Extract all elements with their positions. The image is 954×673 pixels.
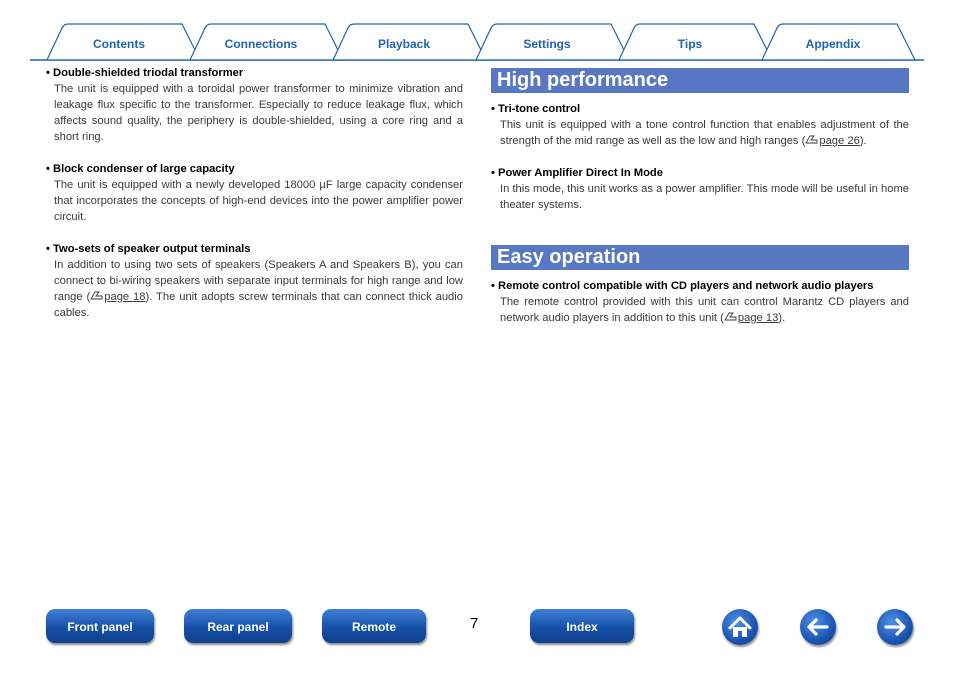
page-link[interactable]: page 26 <box>819 135 860 147</box>
index-button[interactable]: Index <box>530 609 634 643</box>
next-page-button[interactable] <box>877 609 913 645</box>
feature-speaker-terminals <box>46 241 463 321</box>
feature-body: The unit is equipped with a toroidal power transformer to minimize vibration and leakage flux specific to the transformer. Especially to reduce leakage flux, which affects sound quality, the periphery is double-shielded, using a core ring and a short ring. <box>54 83 463 143</box>
feature-remote-control <box>491 278 909 326</box>
arrow-left-icon <box>800 609 836 645</box>
home-icon <box>722 609 758 645</box>
tab-contents[interactable]: Contents <box>93 37 145 51</box>
section-heading-easy-operation: Easy operation <box>491 245 909 270</box>
feature-title: • Block condenser of large capacity <box>46 163 235 175</box>
page-reference-icon <box>724 311 738 322</box>
front-panel-button[interactable]: Front panel <box>46 609 154 643</box>
right-column <box>491 68 909 342</box>
tab-connections[interactable]: Connections <box>224 37 298 51</box>
feature-body: In addition to using two sets of speakers (Speakers A and Speakers B), you can connect to bi-wiring speakers with separate input terminals for high range and low range ( page 18). The unit adopts screw terminals that can connect thick audio cables. <box>54 259 463 319</box>
feature-body: In this mode, this unit works as a power amplifier. This mode will be useful in home theater systems. <box>500 183 909 211</box>
arrow-right-icon <box>877 609 913 645</box>
previous-page-button[interactable] <box>800 609 836 645</box>
feature-body: This unit is equipped with a tone control function that enables adjustment of the strength of the mid range as well as the low and high ranges ( page 26). <box>500 119 909 147</box>
feature-title: • Tri-tone control <box>491 103 581 115</box>
feature-body: The remote control provided with this unit can control Marantz CD players and network audio players in addition to this unit ( page 13). <box>500 296 909 324</box>
home-button[interactable] <box>722 609 758 645</box>
page-link[interactable]: page 13 <box>737 312 779 324</box>
left-column <box>46 65 463 337</box>
page-link[interactable]: page 18 <box>104 291 146 303</box>
page-reference-icon <box>805 134 819 145</box>
tab-playback[interactable]: Playback <box>377 37 431 51</box>
tab-settings[interactable]: Settings <box>523 37 571 51</box>
remote-button[interactable]: Remote <box>322 609 426 643</box>
feature-title: • Double-shielded triodal transformer <box>46 67 244 79</box>
tab-appendix[interactable]: Appendix <box>805 37 861 51</box>
section-heading-high-performance: High performance <box>491 68 909 93</box>
feature-title: • Remote control compatible with CD players and network audio players <box>491 280 874 292</box>
feature-title: • Power Amplifier Direct In Mode <box>491 167 663 179</box>
feature-title: • Two-sets of speaker output terminals <box>46 243 251 255</box>
page-reference-icon <box>90 290 104 301</box>
feature-power-amp-direct <box>491 165 909 213</box>
tab-bar-outline <box>0 0 954 62</box>
tab-bar <box>0 0 954 62</box>
page-number: 7 <box>470 615 479 632</box>
tab-tips[interactable]: Tips <box>677 37 703 51</box>
feature-tri-tone <box>491 101 909 149</box>
feature-condenser <box>46 161 463 225</box>
feature-transformer <box>46 65 463 145</box>
feature-body: The unit is equipped with a newly developed 18000 µF large capacity condenser that incorporates the concepts of high-end devices into the power amplifier power circuit. <box>54 179 463 223</box>
rear-panel-button[interactable]: Rear panel <box>184 609 292 643</box>
